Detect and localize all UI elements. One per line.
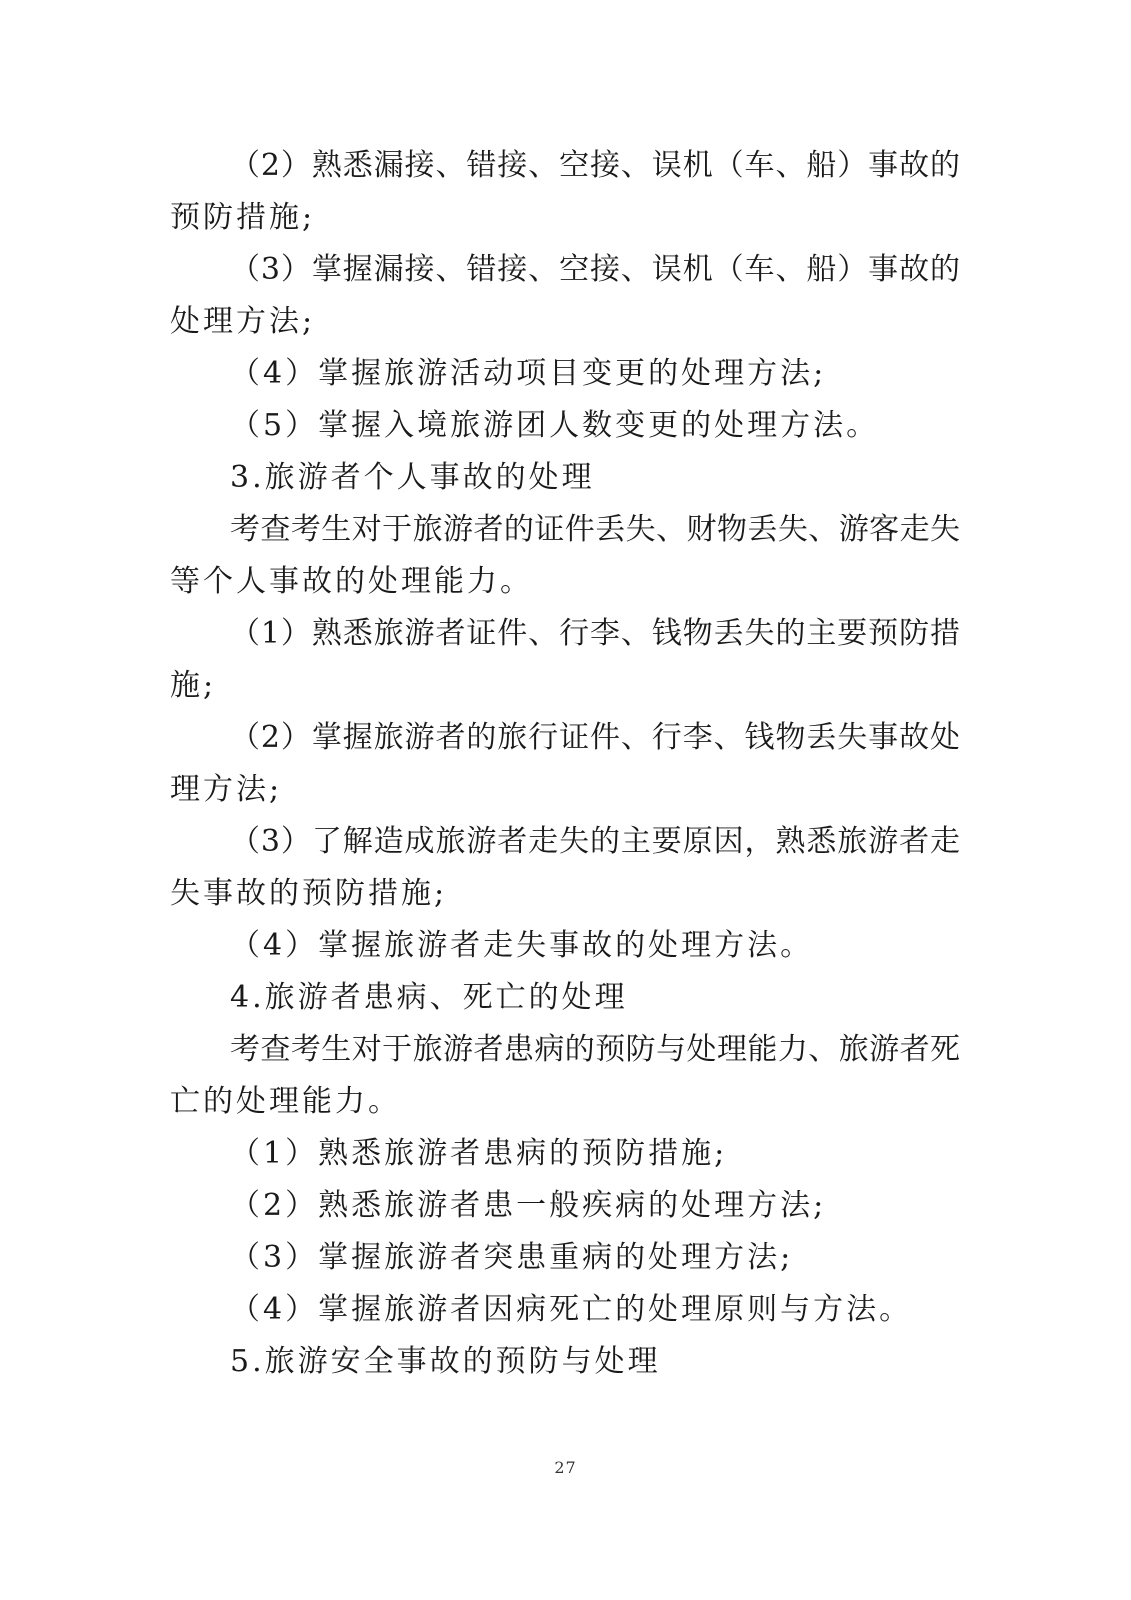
text-line: （3）了解造成旅游者走失的主要原因，熟悉旅游者走 <box>230 824 960 859</box>
text-line: （2）熟悉旅游者患一般疾病的处理方法; <box>230 1188 827 1223</box>
text-line: （4）掌握旅游活动项目变更的处理方法; <box>230 356 827 391</box>
text-line: 理方法; <box>170 772 283 807</box>
text-line: （4）掌握旅游者因病死亡的处理原则与方法。 <box>230 1292 913 1327</box>
text-line: （5）掌握入境旅游团人数变更的处理方法。 <box>230 408 880 443</box>
text-line: （2）熟悉漏接、错接、空接、误机（车、船）事故的 <box>230 148 960 183</box>
text-line: （1）熟悉旅游者证件、行李、钱物丢失的主要预防措 <box>230 616 960 651</box>
text-line: 处理方法; <box>170 304 316 339</box>
page-number: 27 <box>554 1458 577 1477</box>
text-line: （3）掌握旅游者突患重病的处理方法; <box>230 1240 794 1275</box>
section-heading: 5.旅游安全事故的预防与处理 <box>230 1344 661 1379</box>
text-line: （1）熟悉旅游者患病的预防措施; <box>230 1136 728 1171</box>
text-line: （3）掌握漏接、错接、空接、误机（车、船）事故的 <box>230 252 960 287</box>
text-line: （4）掌握旅游者走失事故的处理方法。 <box>230 928 814 963</box>
section-heading: 3.旅游者个人事故的处理 <box>230 460 595 495</box>
text-line: 预防措施; <box>170 200 316 235</box>
text-line: 等个人事故的处理能力。 <box>170 564 533 599</box>
text-line: 考查考生对于旅游者患病的预防与处理能力、旅游者死 <box>230 1032 960 1067</box>
text-line: 施; <box>170 668 217 703</box>
text-line: 考查考生对于旅游者的证件丢失、财物丢失、游客走失 <box>230 512 960 547</box>
section-heading: 4.旅游者患病、死亡的处理 <box>230 980 628 1015</box>
text-line: （2）掌握旅游者的旅行证件、行李、钱物丢失事故处 <box>230 720 960 755</box>
text-line: 亡的处理能力。 <box>170 1084 401 1119</box>
text-line: 失事故的预防措施; <box>170 876 448 911</box>
